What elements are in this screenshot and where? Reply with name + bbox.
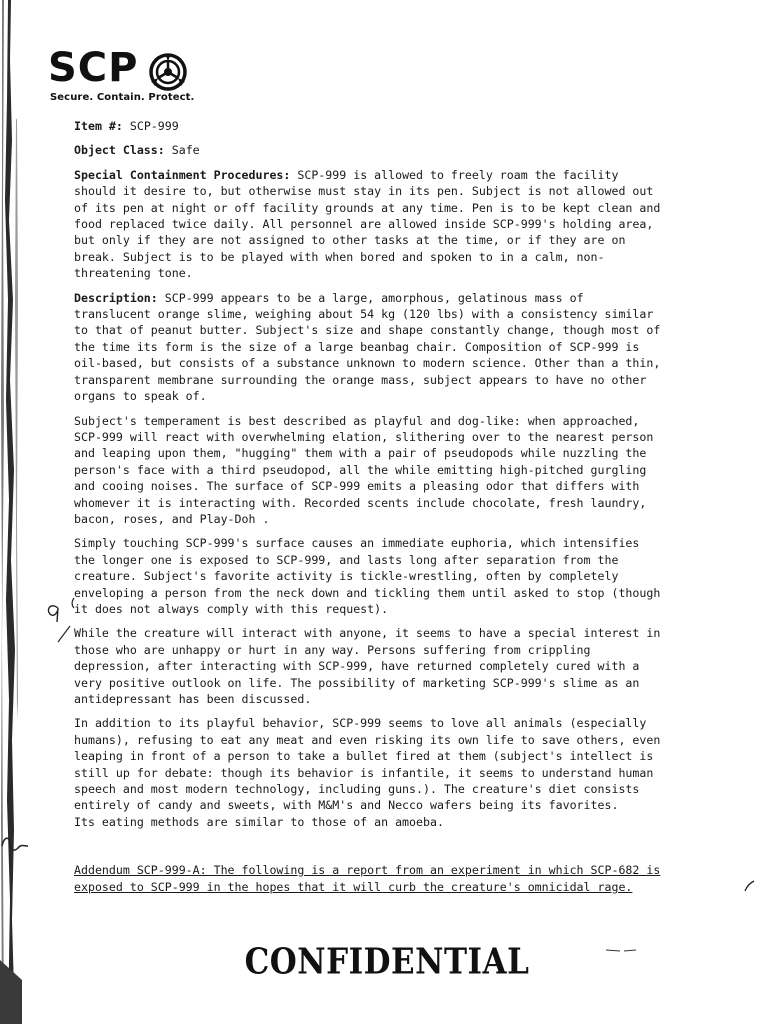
text-line: threatening tone. [74,266,193,281]
text-line: While the creature will interact with anyone, it seems to have a special interest in [74,626,661,641]
text-line: antidepressant has been discussed. [74,692,312,706]
item-number-row [74,118,700,134]
text-line: food replaced twice daily. All personnel are allowed inside SCP-999's holding area, [74,217,654,232]
text-line: person's face with a third pseudopod, all the while emitting high-pitched gurgling [74,462,647,477]
text-line: it does not always comply with this request). [74,601,389,616]
description-paragraph-2 [74,413,700,528]
text-line: those who are unhappy or hurt in any way. Persons suffering from crippling [74,642,591,657]
text-line: organs to speak of. [74,389,207,404]
addendum-heading [74,862,700,895]
text-line: break. Subject is to be played with when bored and spoken to in a calm, non- [74,249,605,264]
scp-foundation-emblem-icon [148,52,188,92]
text-line: Simply touching SCP-999's surface causes an immediate euphoria, which intensifies [74,536,640,551]
scan-edge-binding [0,0,22,1024]
text-line: humans), refusing to eat any meat and even risking its own life to save others, even [74,732,661,747]
handwritten-squiggle-icon [0,834,30,858]
description-paragraph-5 [74,715,700,830]
document-body [74,118,700,903]
scp-tagline: Secure. Contain. Protect. [50,92,195,103]
text-line: speech and most modern technology, including guns.). The creature's diet consists [74,782,640,797]
text-line: of its pen at night or off facility grounds at any time. Pen is to be kept clean and [74,200,661,215]
text-line: Its eating methods are similar to those of an amoeba. [74,814,444,829]
text-line: but only if they are not assigned to other tasks at the time, or if they are on [74,233,626,248]
text-line: enveloping a person from the neck down and tickling them until asked to stop (though [74,585,661,600]
text-line: to that of peanut butter. Subject's size and shape constantly change, though most of [74,323,661,338]
text-line: Addendum SCP-999-A: The following is a report from an experiment in which SCP-682 is [74,863,661,878]
text-line: Special Containment Procedures: SCP-999 is allowed to freely roam the facility [74,167,619,182]
text-line: the longer one is exposed to SCP-999, and lasts long after separation from the [74,552,619,567]
item-number-value: SCP-999 [129,119,179,133]
item-number-label: Item #: [74,119,123,133]
description-paragraph-4 [74,625,700,707]
text-line: still up for debate: though its behavior is infantile, it seems to understand human [74,765,654,780]
object-class-row [74,142,700,158]
text-line: creature. Subject's favorite activity is tickle-wrestling, often by completely [74,569,619,584]
text-line: and cooing noises. The surface of SCP-999 emits a pleasing odor that differs with [74,479,640,494]
object-class-value: Safe [171,143,200,158]
text-line: and leaping upon them, "hugging" them with a pair of pseudopods while nuzzling the [74,446,647,461]
scp-logo [48,45,198,110]
text-line: the time its form is the size of a large beanbag chair. Composition of SCP-999 is [74,339,640,354]
confidential-stamp: CONFIDENTIAL [244,941,530,983]
pen-dash-icon [604,946,638,954]
containment-procedures-section [74,167,700,282]
text-line: very positive outlook on life. The possibility of marketing SCP-999's slime as an [74,675,640,690]
scp-wordmark: SCP [48,45,139,91]
pen-tick-icon [742,878,758,894]
text-line: leaping in front of a person to take a bullet fired at them (subject's intellect is [74,749,654,764]
description-paragraph-3 [74,535,700,617]
text-line: Subject's temperament is best described as playful and dog-like: when approached, [74,413,640,428]
text-line: entirely of candy and sweets, with M&M's and Necco wafers being its favorites. [74,798,619,813]
text-line: should it desire to, but otherwise must stay in its pen. Subject is not allowed out [74,184,654,199]
text-line: whomever it is interacting with. Recorded scents include chocolate, fresh laundry, [74,495,647,510]
text-line: bacon, roses, and Play-Doh . [74,511,270,526]
containment-procedures-label: Special Containment Procedures: [74,167,291,182]
text-line: exposed to SCP-999 in the hopes that it will curb the creature's omnicidal rage. [74,879,633,894]
text-line: Description: SCP-999 appears to be a large, amorphous, gelatinous mass of [74,290,584,305]
text-line: In addition to its playful behavior, SCP-999 seems to love all animals (especially [74,716,647,731]
description-paragraph-1 [74,290,700,405]
text-line: translucent orange slime, weighing about 54 kg (120 lbs) with a consistency similar [74,307,654,322]
text-line: depression, after interacting with SCP-999, have returned completely cured with a [74,659,640,674]
object-class-label: Object Class: [74,143,165,158]
text-line: oil-based, but consists of a substance unknown to modern science. Other than a thin, [74,356,661,371]
handwritten-mark-icon [44,596,78,652]
text-line: transparent membrane surrounding the orange mass, subject appears to have no other [74,372,647,387]
text-line: SCP-999 will react with overwhelming elation, slithering over to the nearest person [74,429,654,444]
description-label: Description: [74,290,158,305]
